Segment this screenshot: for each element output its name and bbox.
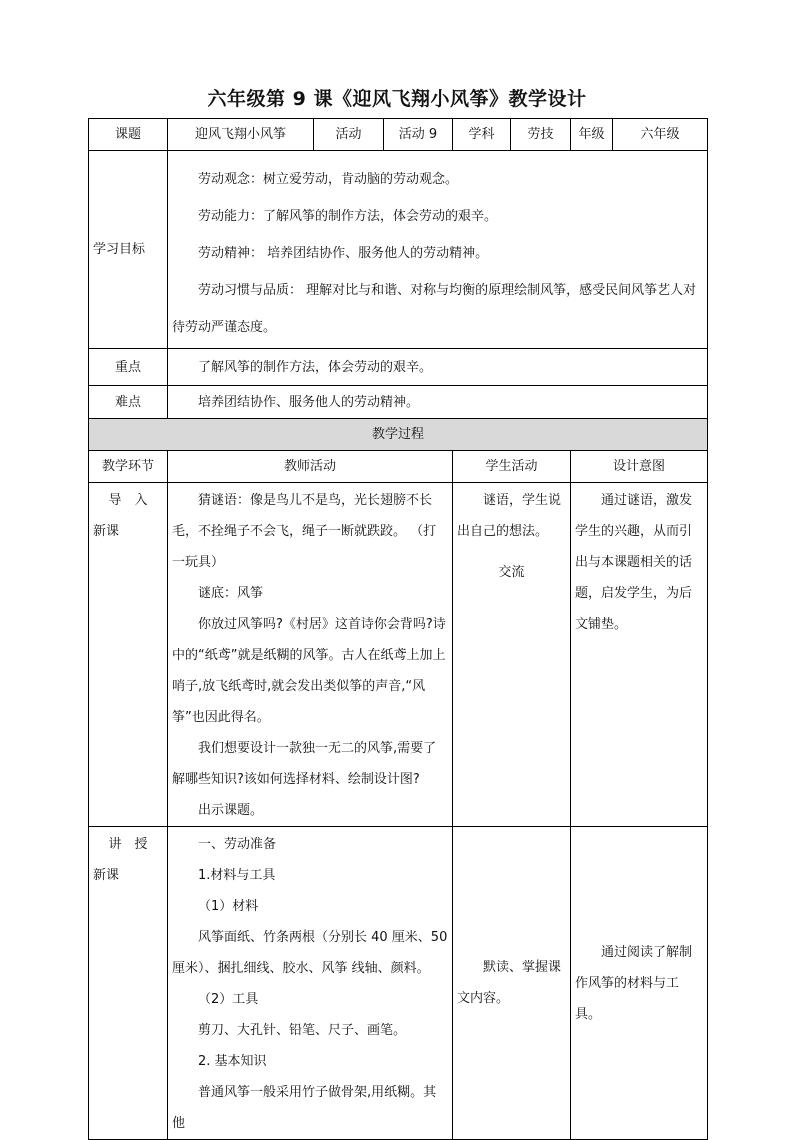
objective-line: 劳动习惯与品质： 理解对比与和谐、对称与均衡的原理绘制风筝，感受民间风筝艺人对待劳动严谨态度。 [172,283,697,335]
teaching-student-activity [453,827,571,1140]
objective-line: 劳动观念：树立爱劳动，肯动脑的劳动观念。 [198,172,459,187]
lesson-label: 课题 [89,119,168,151]
intent-text: 通过阅读了解制作风筝的材料与工具。 [575,944,693,1022]
column-header-teacher: 教师活动 [168,451,453,483]
info-row [89,119,708,151]
key-point-label: 重点 [89,349,168,386]
column-header-student: 学生活动 [453,451,571,483]
intro-design-intent [571,483,708,827]
difficulty-value: 培养团结协作、服务他人的劳动精神。 [198,394,420,410]
difficulty-row [89,386,708,419]
grade-label: 年级 [571,119,613,151]
teacher-paragraph: 谜底：风筝 [198,586,264,601]
activity-label: 活动 [314,119,384,151]
difficulty-label: 难点 [89,386,168,419]
intro-student-activity [453,483,571,827]
subject-value: 劳技 [511,119,571,151]
teacher-paragraph: 猜谜语：像是鸟儿不是鸟，光长翅膀不长毛，不拴绳子不会飞，绳子一断就跌跤。 （打一玩具） [172,493,437,570]
teaching-design-intent [571,827,708,1140]
column-header-stage: 教学环节 [89,451,168,483]
teacher-paragraph: （2）工具 [198,992,259,1007]
key-point-value: 了解风筝的制作方法，体会劳动的艰辛。 [198,359,433,375]
teacher-paragraph: 出示课题。 [198,803,264,818]
teacher-paragraph: 剪刀、大孔针、铅笔、尺子、画笔。 [198,1023,407,1038]
grade-value: 六年级 [613,119,708,151]
objective-line: 劳动能力：了解风筝的制作方法，体会劳动的艰辛。 [198,209,498,224]
teacher-paragraph: （1）材料 [198,899,259,914]
document-title: 六年级第 9 课《迎风飞翔小风筝》教学设计 [207,88,587,110]
teaching-stage-line2: 新课 [93,868,120,883]
student-text: 默读、掌握课文内容。 [457,960,562,1006]
intro-teacher-activity [168,483,453,827]
teaching-stage-line1: 讲 授 [108,837,148,852]
student-text: 谜语，学生说出自己的想法。 [457,493,562,539]
process-columns-row [89,451,708,483]
process-header: 教学过程 [89,419,708,451]
objectives-row [89,151,708,349]
key-point-row [89,349,708,386]
activity-value: 活动 9 [384,119,453,151]
teacher-paragraph: 2. 基本知识 [198,1054,267,1069]
intro-section-row [89,483,708,827]
subject-label: 学科 [453,119,511,151]
teacher-paragraph: 1.材料与工具 [198,868,276,883]
process-header-row [89,419,708,451]
student-text: 交流 [498,565,525,580]
lesson-plan-table [88,118,708,1140]
teacher-paragraph: 我们想要设计一款独一无二的风筝,需要了解哪些知识?该如何选择材料、绘制设计图? [172,741,437,787]
teaching-section-row [89,827,708,1140]
intent-text: 通过谜语，激发学生的兴趣，从而引出与本课题相关的话题，启发学生，为后文铺垫。 [575,493,693,632]
intro-stage-line2: 新课 [93,524,120,539]
column-header-intent: 设计意图 [571,451,708,483]
teacher-paragraph: 你放过风筝吗?《村居》这首诗你会背吗?诗中的“纸鸢”就是纸糊的风筝。古人在纸鸢上加上哨子,放飞纸鸢时,就会发出类似筝的声音,“风筝”也因此得名。 [172,617,446,725]
objective-line: 劳动精神： 培养团结协作、服务他人的劳动精神。 [198,246,489,261]
teacher-paragraph: 普通风筝一般采用竹子做骨架,用纸糊。其他 [172,1085,437,1131]
intro-stage [89,483,168,827]
key-point-text [168,349,708,386]
teaching-teacher-activity [168,827,453,1140]
teaching-stage [89,827,168,1140]
intro-stage-line1: 导 入 [108,493,148,508]
lesson-value: 迎风飞翔小风筝 [168,119,314,151]
objectives-content [168,151,708,349]
objectives-label: 学习目标 [89,151,168,349]
teacher-paragraph: 一、劳动准备 [198,837,277,852]
teacher-paragraph: 风筝面纸、竹条两根（分别长 40 厘米、50 厘米）、捆扎细线、胶水、风筝 线轴、颜料。 [172,930,448,976]
difficulty-text [168,386,708,419]
